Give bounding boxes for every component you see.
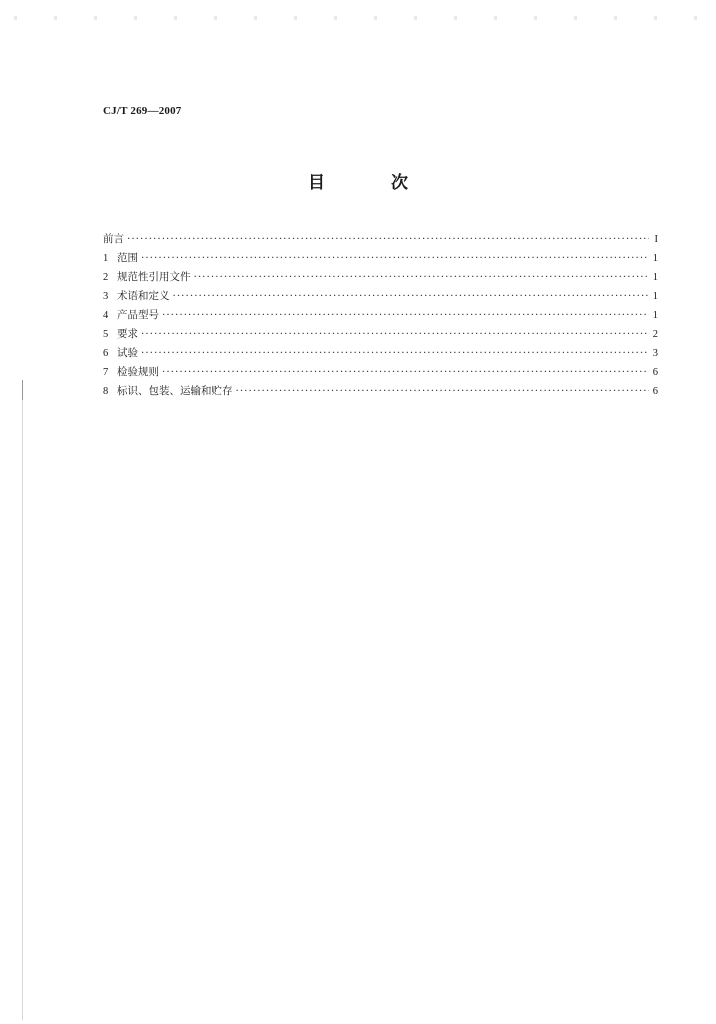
toc-leader-dots: [173, 287, 650, 306]
toc-leader-dots: [141, 249, 649, 268]
table-of-contents: [103, 230, 658, 401]
toc-entry-label: 产品型号: [117, 309, 159, 321]
toc-leader-dots: [162, 363, 649, 382]
toc-entry-number: 6: [103, 348, 109, 359]
toc-leader-dots: [162, 306, 649, 325]
toc-entry-terms-definitions[interactable]: [103, 287, 658, 306]
toc-leader-dots: [141, 344, 649, 363]
toc-entry-product-model[interactable]: [103, 306, 658, 325]
toc-entry-inspection-rules[interactable]: [103, 363, 658, 382]
toc-entry-number: 8: [103, 386, 109, 397]
scan-artifact-top: [0, 16, 716, 20]
toc-entry-number: 3: [103, 291, 109, 302]
toc-entry-page: 6: [652, 386, 658, 397]
toc-entry-page: 1: [652, 310, 658, 321]
toc-entry-page: 1: [652, 291, 658, 302]
toc-entry-label: 要求: [117, 328, 138, 340]
toc-entry-tests[interactable]: [103, 344, 658, 363]
toc-entry-label: 检验规则: [117, 366, 159, 378]
toc-entry-number: 2: [103, 272, 109, 283]
toc-leader-dots: [127, 230, 649, 249]
toc-entry-page: 1: [652, 253, 658, 264]
toc-entry-label: 前言: [103, 233, 124, 245]
toc-leader-dots: [194, 268, 650, 287]
toc-entry-foreword[interactable]: [103, 230, 658, 249]
toc-leader-dots: [141, 325, 649, 344]
toc-entry-label: 规范性引用文件: [117, 271, 191, 283]
toc-entry-page: 1: [652, 272, 658, 283]
toc-entry-label: 试验: [117, 347, 138, 359]
toc-entry-page: 2: [652, 329, 658, 340]
toc-entry-number: 7: [103, 367, 109, 378]
toc-entry-page: 3: [652, 348, 658, 359]
toc-entry-marking-packaging[interactable]: [103, 382, 658, 401]
toc-entry-requirements[interactable]: [103, 325, 658, 344]
standard-code: CJ/T 269—2007: [103, 105, 182, 117]
toc-title: 目 次: [308, 173, 438, 193]
scan-artifact-left: [22, 380, 23, 1020]
toc-entry-number: 4: [103, 310, 109, 321]
toc-entry-scope[interactable]: [103, 249, 658, 268]
toc-leader-dots: [236, 382, 650, 401]
toc-entry-number: 1: [103, 253, 109, 264]
toc-entry-normative-references[interactable]: [103, 268, 658, 287]
toc-entry-page: I: [654, 234, 658, 245]
toc-entry-page: 6: [652, 367, 658, 378]
toc-entry-label: 标识、包装、运输和贮存: [117, 385, 233, 397]
toc-entry-label: 术语和定义: [117, 290, 170, 302]
toc-entry-label: 范围: [117, 252, 138, 264]
toc-entry-number: 5: [103, 329, 109, 340]
